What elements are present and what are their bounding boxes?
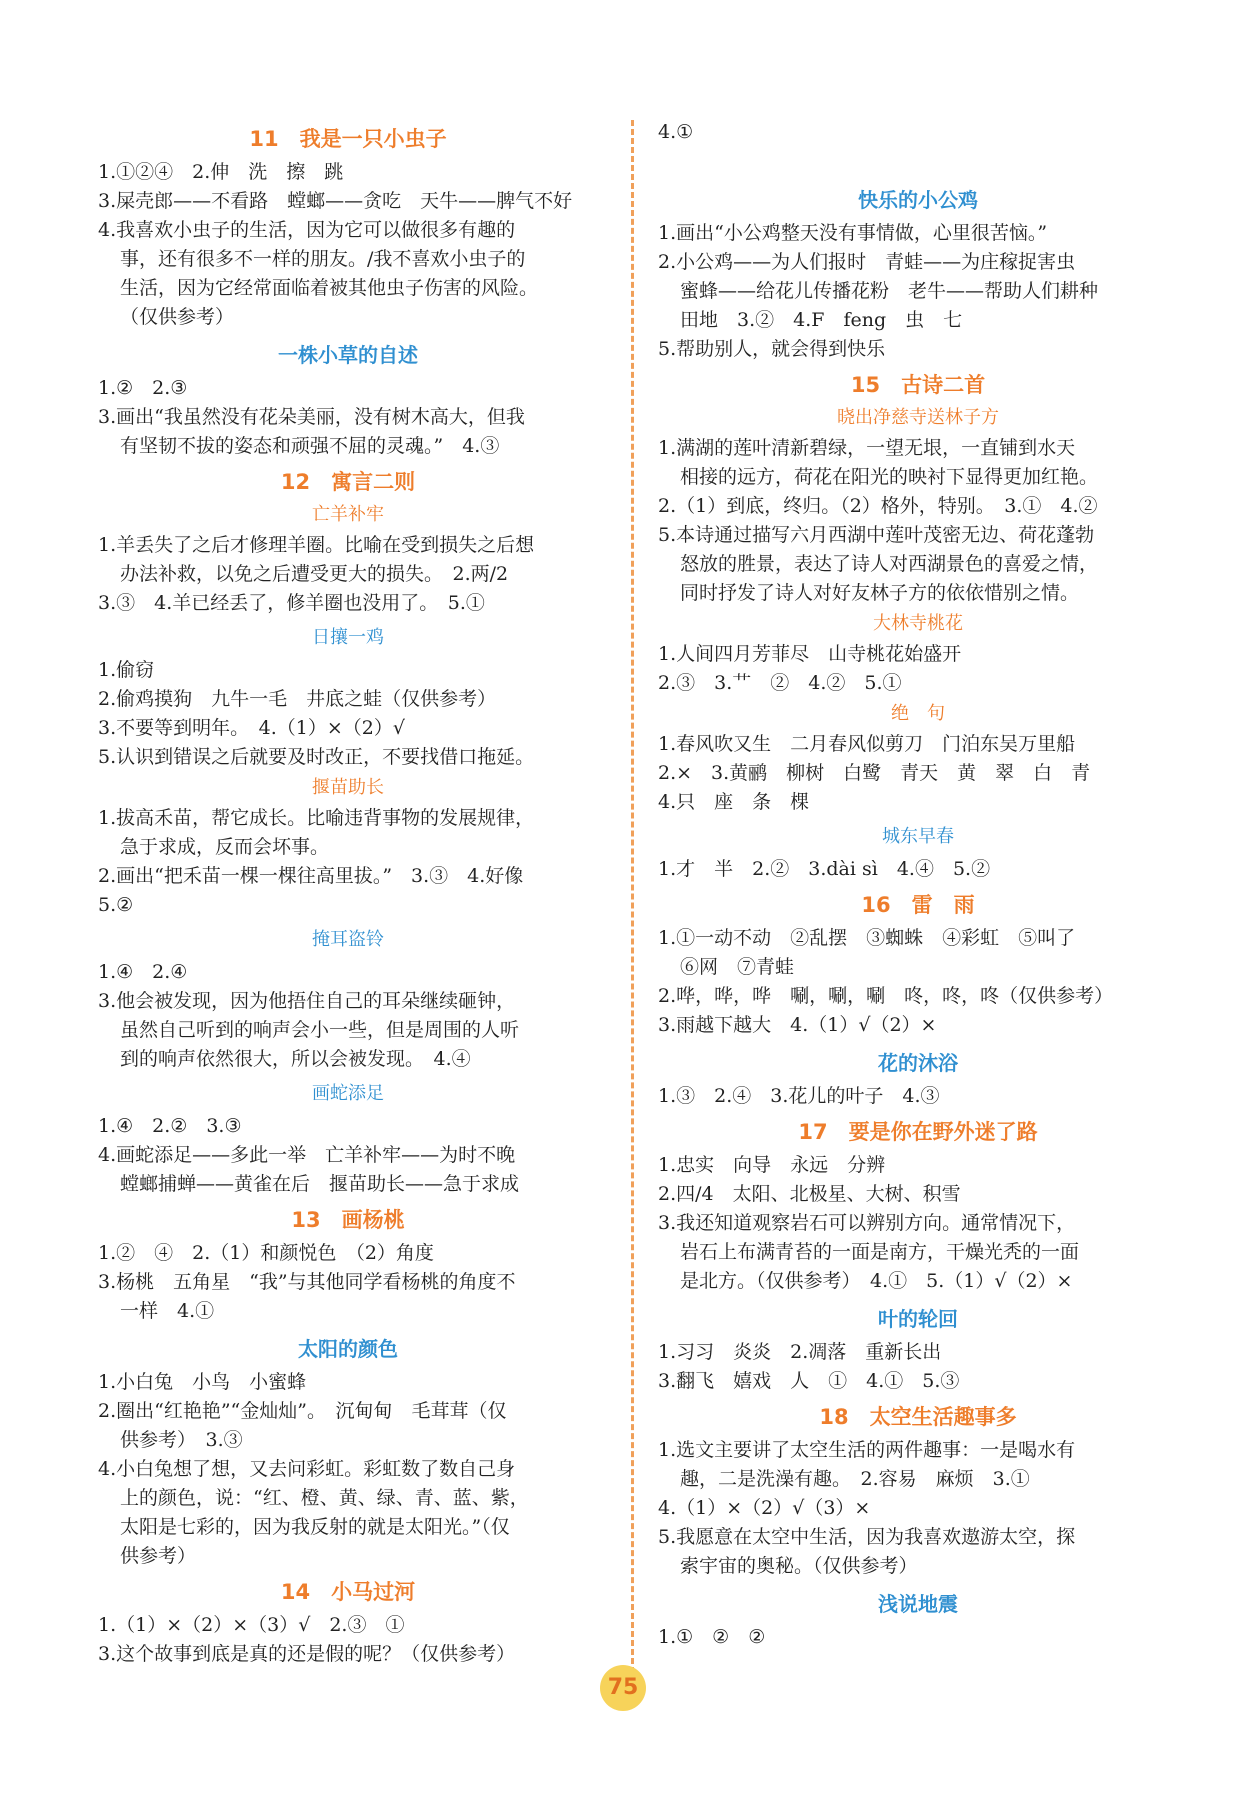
section-heading: 花的沐浴	[878, 1051, 958, 1075]
answer-line: 3.不要等到明年。 4.（1）×（2）√	[98, 717, 405, 739]
answer-line-continued: 太阳是七彩的，因为我反射的就是太阳光。”（仅	[120, 1516, 510, 1538]
subsection-heading: 城东早春	[882, 826, 954, 847]
answer-line: 4.我喜欢小虫子的生活，因为它可以做很多有趣的	[98, 219, 516, 241]
answer-line: 2.圈出“红艳艳”“金灿灿”。 沉甸甸 毛茸茸（仅	[98, 1400, 507, 1422]
answer-line: 3.画出“我虽然没有花朵美丽，没有树木高大，但我	[98, 406, 525, 428]
subsection-heading: 日攘一鸡	[312, 627, 384, 648]
answer-line: 2.小公鸡——为人们报时 青蛙——为庄稼捉害虫	[658, 251, 1076, 273]
answer-line: 1.③ 2.④ 3.花儿的叶子 4.③	[658, 1085, 940, 1107]
answer-line: 4.①	[658, 121, 694, 143]
answer-line: 2.哗，哗，哗 唰，唰，唰 咚，咚，咚（仅供参考）	[658, 985, 1114, 1007]
lesson-heading: 14 小马过河	[280, 1580, 416, 1604]
column-divider	[631, 120, 634, 1700]
answer-line: 2.画出“把禾苗一棵一棵往高里拔。” 3.③ 4.好像	[98, 865, 524, 887]
answer-line-continued: 趣，二是洗澡有趣。 2.容易 麻烦 3.①	[680, 1468, 1030, 1490]
answer-line: 1.春风吹又生 二月春风似剪刀 门泊东吴万里船	[658, 733, 1076, 755]
subsection-heading: 绝 句	[891, 703, 945, 724]
answer-line: 4.（1）×（2）√（3）×	[658, 1497, 871, 1519]
answer-line: 1.选文主要讲了太空生活的两件趣事：一是喝水有	[658, 1439, 1076, 1461]
answer-line: 2.× 3.黄鹂 柳树 白鹭 青天 黄 翠 白 青	[658, 762, 1091, 784]
answer-line-continued: 岩石上布满青苔的一面是南方，干燥光秃的一面	[680, 1241, 1080, 1263]
lesson-heading: 12 寓言二则	[280, 470, 416, 494]
answer-line: 1.偷窃	[98, 659, 155, 681]
answer-line: 4.小白兔想了想，又去问彩虹。彩虹数了数自己身	[98, 1458, 516, 1480]
answer-line-continued: 一样 4.①	[120, 1300, 215, 1322]
answer-line: 4.只 座 条 棵	[658, 791, 810, 813]
answer-line: 2.③ 3.艹 ② 4.② 5.①	[658, 672, 902, 694]
answer-line: 1.才 半 2.② 3.dài sì 4.④ 5.②	[658, 858, 991, 880]
answer-line-continued: 螳螂捕蝉——黄雀在后 揠苗助长——急于求成	[120, 1173, 520, 1195]
answer-line: 4.画蛇添足——多此一举 亡羊补牢——为时不晚	[98, 1144, 516, 1166]
answer-line-continued: 供参考） 3.③	[120, 1429, 243, 1451]
answer-line: 3.雨越下越大 4.（1）√（2）×	[658, 1014, 937, 1036]
subsection-heading: 画蛇添足	[312, 1083, 384, 1104]
answer-line: 1.满湖的莲叶清新碧绿，一望无垠，一直铺到水天	[658, 437, 1076, 459]
lesson-heading: 17 要是你在野外迷了路	[798, 1120, 1038, 1144]
left-column	[98, 118, 598, 1669]
answer-line: 1.小白兔 小鸟 小蜜蜂	[98, 1371, 307, 1393]
answer-line: 3.他会被发现，因为他捂住自己的耳朵继续砸钟，	[98, 990, 516, 1012]
section-heading: 快乐的小公鸡	[858, 188, 978, 212]
answer-line: 1.人间四月芳菲尽 山寺桃花始盛开	[658, 643, 962, 665]
section-heading: 叶的轮回	[878, 1307, 958, 1331]
answer-line: 5.我愿意在太空中生活，因为我喜欢遨游太空，探	[658, 1526, 1076, 1548]
answer-line-continued: 索宇宙的奥秘。（仅供参考）	[680, 1555, 918, 1577]
answer-line: 3.这个故事到底是真的还是假的呢？（仅供参考）	[98, 1643, 516, 1665]
subsection-heading: 揠苗助长	[312, 777, 384, 798]
answer-line-continued: ⑥网 ⑦青蛙	[680, 956, 795, 978]
answer-line-continued: 生活，因为它经常面临着被其他虫子伤害的风险。	[120, 277, 539, 299]
subsection-heading: 大林寺桃花	[873, 613, 963, 634]
answer-line-continued: 到的响声依然很大，所以会被发现。 4.④	[120, 1048, 471, 1070]
section-heading: 浅说地震	[878, 1592, 958, 1616]
lesson-heading: 18 太空生活趣事多	[819, 1405, 1017, 1429]
answer-line: 1.习习 炎炎 2.凋落 重新长出	[658, 1341, 942, 1363]
answer-line: 3.翻飞 嬉戏 人 ① 4.① 5.③	[658, 1370, 960, 1392]
answer-line: 2.（1）到底，终归。（2）格外，特别。 3.① 4.②	[658, 495, 1098, 517]
answer-line: 1.① ② ②	[658, 1626, 766, 1648]
answer-line-continued: 急于求成，反而会坏事。	[120, 836, 330, 858]
lesson-heading: 15 古诗二首	[850, 373, 986, 397]
answer-line-continued: 田地 3.② 4.F feng 虫 七	[680, 309, 963, 331]
answer-line: 5.帮助别人，就会得到快乐	[658, 338, 886, 360]
answer-line: 5.认识到错误之后就要及时改正，不要找借口拖延。	[98, 746, 535, 768]
lesson-heading: 16 雷 雨	[861, 893, 975, 917]
answer-line: 1.画出“小公鸡整天没有事情做，心里很苦恼。”	[658, 222, 1048, 244]
answer-line: 1.①一动不动 ②乱摆 ③蜘蛛 ④彩虹 ⑤叫了	[658, 927, 1076, 949]
answer-line: 1.拔高禾苗，帮它成长。比喻违背事物的发展规律，	[98, 807, 535, 829]
answer-line-continued: 怒放的胜景，表达了诗人对西湖景色的喜爱之情，	[680, 553, 1099, 575]
answer-line-continued: （仅供参考）	[120, 306, 235, 328]
answer-line-continued: 相接的远方，荷花在阳光的映衬下显得更加红艳。	[680, 466, 1099, 488]
answer-line: 1.④ 2.② 3.③	[98, 1115, 242, 1137]
answer-line-continued: 办法补救，以免之后遭受更大的损失。 2.两/2	[120, 563, 509, 585]
subsection-heading: 晓出净慈寺送林子方	[837, 407, 999, 428]
answer-line: 2.四/4 太阳、北极星、大树、积雪	[658, 1183, 961, 1205]
answer-line: 1.（1）×（2）×（3）√ 2.③ ①	[98, 1614, 405, 1636]
answer-line: 5.②	[98, 894, 134, 916]
lesson-heading: 11 我是一只小虫子	[249, 127, 447, 151]
answer-line: 1.①②④ 2.伸 洗 擦 跳	[98, 161, 344, 183]
answer-line: 1.② 2.③	[98, 377, 188, 399]
spacer	[658, 147, 1178, 177]
answer-line: 2.偷鸡摸狗 九牛一毛 井底之蛙（仅供参考）	[98, 688, 497, 710]
answer-line-continued: 事，还有很多不一样的朋友。/我不喜欢小虫子的	[120, 248, 526, 270]
page-number: 75	[600, 1665, 646, 1711]
section-heading: 太阳的颜色	[298, 1337, 398, 1361]
lesson-heading: 13 画杨桃	[291, 1208, 405, 1232]
answer-line: 1.羊丢失了之后才修理羊圈。比喻在受到损失之后想	[98, 534, 535, 556]
answer-line-continued: 有坚韧不拔的姿态和顽强不屈的灵魂。” 4.③	[120, 435, 500, 457]
answer-line: 1.忠实 向导 永远 分辨	[658, 1154, 886, 1176]
answer-line: 3.我还知道观察岩石可以辨别方向。通常情况下，	[658, 1212, 1076, 1234]
answer-line-continued: 是北方。（仅供参考） 4.① 5.（1）√（2）×	[680, 1270, 1073, 1292]
answer-line: 3.③ 4.羊已经丢了，修羊圈也没用了。 5.①	[98, 592, 485, 614]
answer-line-continued: 同时抒发了诗人对好友林子方的依依惜别之情。	[680, 582, 1080, 604]
answer-line: 1.② ④ 2.（1）和颜悦色 （2）角度	[98, 1242, 434, 1264]
answer-line: 5.本诗通过描写六月西湖中莲叶茂密无边、荷花蓬勃	[658, 524, 1095, 546]
answer-line: 3.屎壳郎——不看路 螳螂——贪吃 天牛——脾气不好	[98, 190, 573, 212]
subsection-heading: 亡羊补牢	[312, 504, 384, 525]
answer-line-continued: 蜜蜂——给花儿传播花粉 老牛——帮助人们耕种	[680, 280, 1099, 302]
answer-line: 1.④ 2.④	[98, 961, 188, 983]
answer-line-continued: 虽然自己听到的响声会小一些，但是周围的人听	[120, 1019, 520, 1041]
answer-line: 3.杨桃 五角星 “我”与其他同学看杨桃的角度不	[98, 1271, 516, 1293]
right-column	[658, 118, 1178, 1652]
answer-line-continued: 供参考）	[120, 1545, 197, 1567]
subsection-heading: 掩耳盗铃	[312, 929, 384, 950]
section-heading: 一株小草的自述	[278, 343, 418, 367]
answer-line-continued: 上的颜色，说：“红、橙、黄、绿、青、蓝、紫，	[120, 1487, 529, 1509]
